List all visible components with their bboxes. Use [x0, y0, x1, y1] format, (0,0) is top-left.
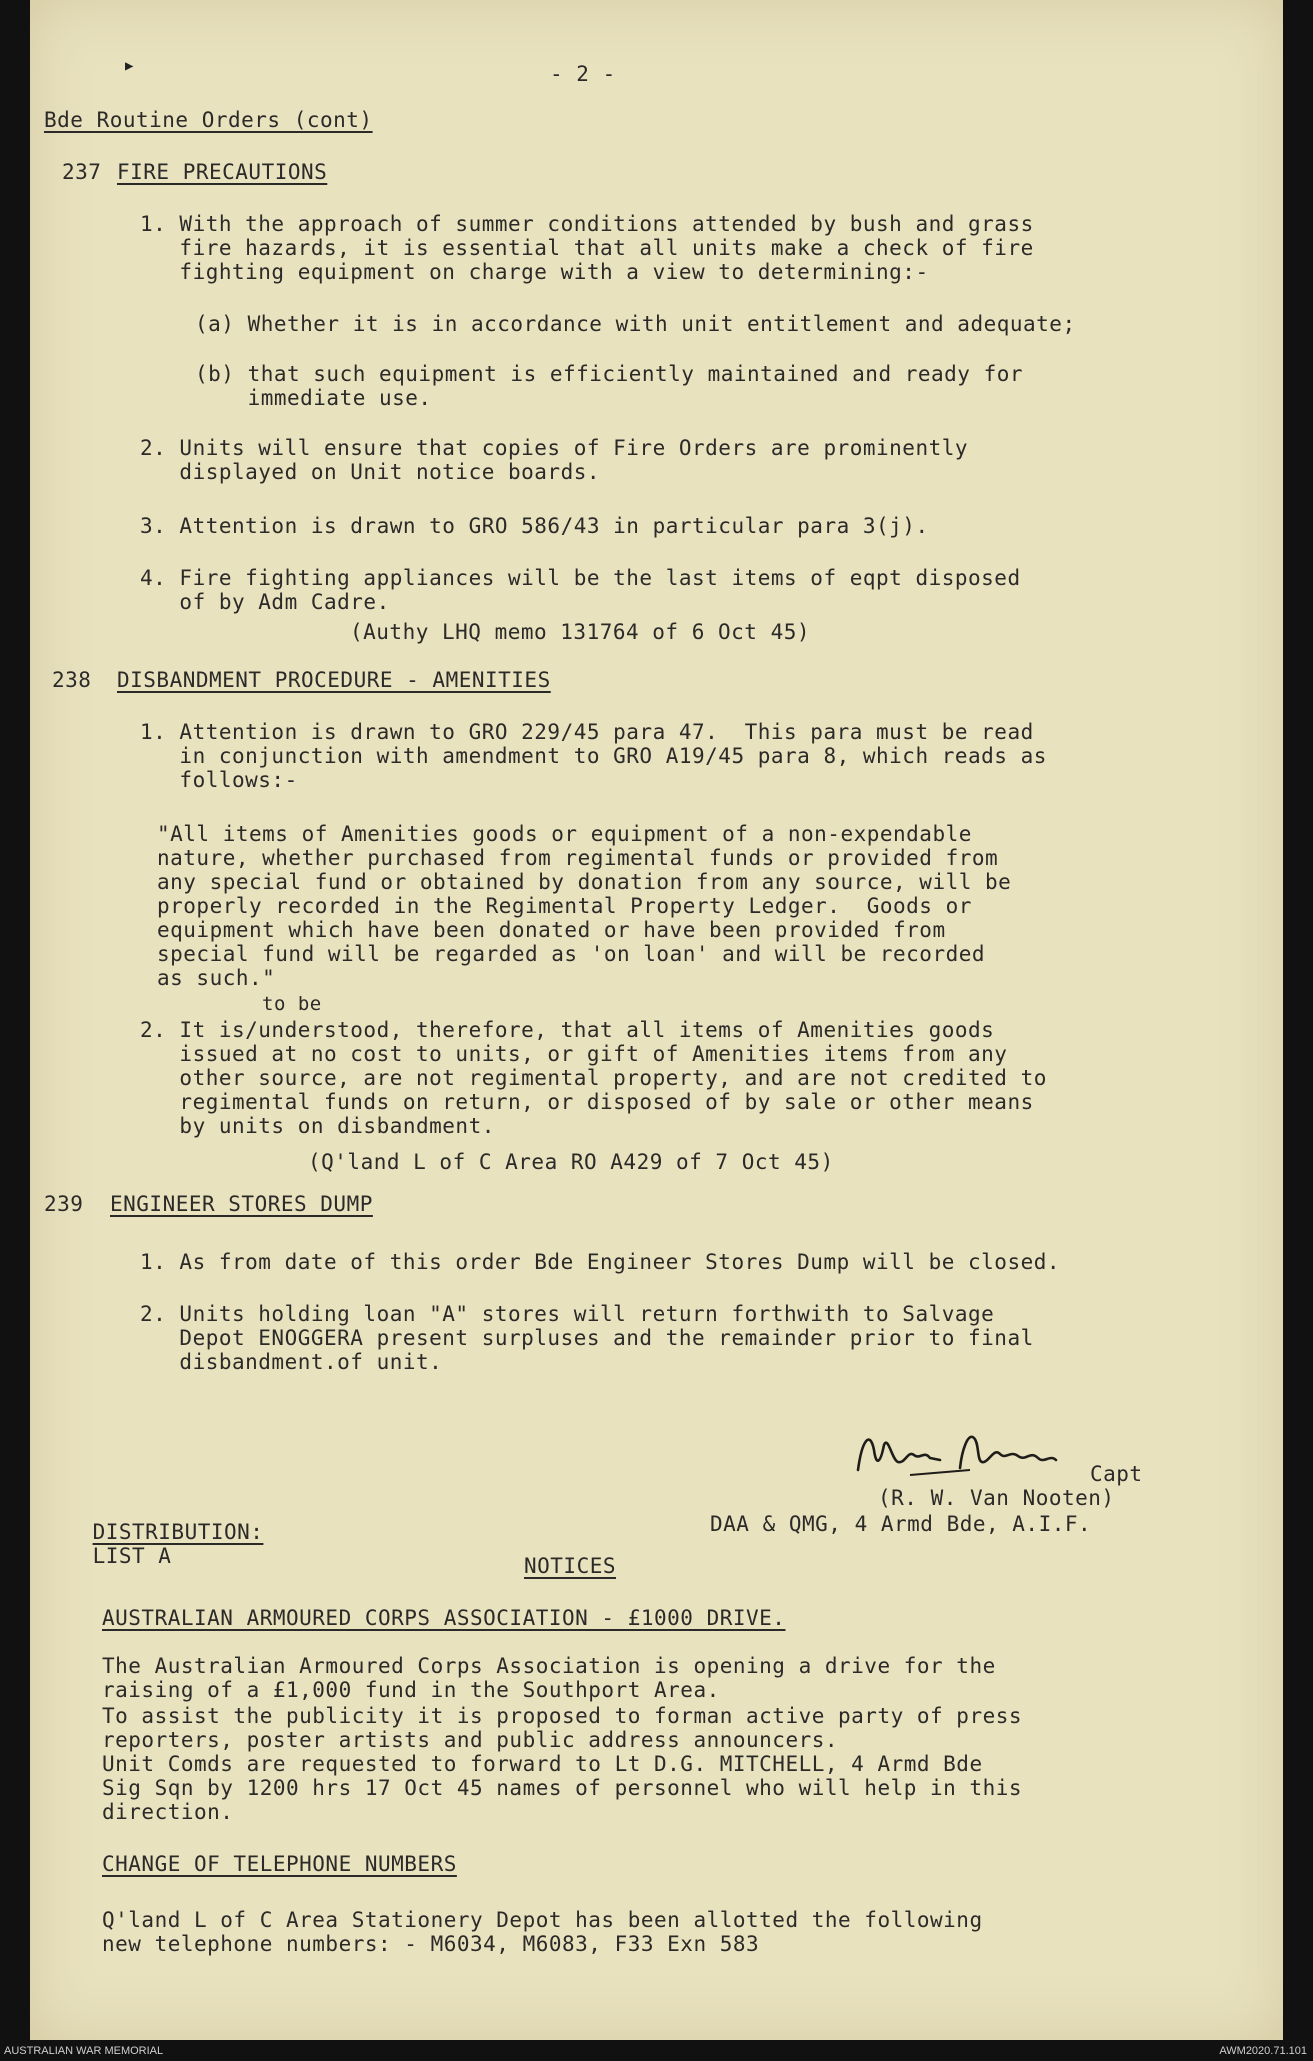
page-heading: Bde Routine Orders (cont): [44, 108, 373, 132]
sec238-quote-line: "All items of Amenities goods or equipment of a non-expendable: [157, 822, 972, 846]
sec238-quote-line: special fund will be regarded as 'on loan' and will be recorded: [157, 942, 986, 966]
sec238-p2-line: by units on disbandment.: [140, 1114, 495, 1138]
sec238-p2-line: issued at no cost to units, or gift of Amenities items from any: [140, 1042, 1008, 1066]
sec238-p2-line: regimental funds on return, or disposed of by sale or other means: [140, 1090, 1034, 1114]
sec237-p4-line: 4. Fire fighting appliances will be the last items of eqpt disposed: [140, 566, 1021, 590]
footer-accession: AWM2020.71.101: [1219, 2045, 1307, 2057]
sec237-p1b-line: immediate use.: [195, 386, 432, 410]
sec239-p2-line: disbandment.of unit.: [140, 1350, 443, 1374]
section-239-title: ENGINEER STORES DUMP: [110, 1192, 373, 1216]
notices-heading: NOTICES: [524, 1554, 617, 1578]
telephone-body-line: Q'land L of C Area Stationery Depot has been allotted the following: [102, 1908, 983, 1932]
sec238-quote-line: nature, whether purchased from regimental funds or provided from: [157, 846, 999, 870]
section-238-number: 238: [52, 668, 92, 692]
sec237-p4-line: of by Adm Cadre.: [140, 590, 390, 614]
sec238-authority: (Q'land L of C Area RO A429 of 7 Oct 45): [308, 1150, 834, 1174]
sec237-p1-line: fire hazards, it is essential that all units make a check of fire: [140, 236, 1034, 260]
section-237-number: 237: [62, 160, 102, 184]
sec238-p1-line: follows:-: [140, 768, 298, 792]
distribution-value: LIST A: [92, 1544, 172, 1568]
sec238-quote-line: as such.": [157, 966, 276, 990]
sec238-quote-line: properly recorded in the Regimental Property Ledger. Goods or: [157, 894, 972, 918]
sec238-p2-line: other source, are not regimental property, and are not credited to: [140, 1066, 1047, 1090]
telephone-body-line: new telephone numbers: - M6034, M6083, F33 Exn 583: [102, 1932, 760, 1956]
sec237-p2-line: displayed on Unit notice boards.: [140, 460, 601, 484]
sec237-p1-line: fighting equipment on charge with a view to determining:-: [140, 260, 929, 284]
section-239-number: 239: [44, 1192, 84, 1216]
page-number: - 2 -: [550, 62, 616, 86]
sec237-p2-line: 2. Units will ensure that copies of Fire Orders are prominently: [140, 436, 969, 460]
signature-name: (R. W. Van Nooten): [878, 1486, 1115, 1510]
document-page: [30, 0, 1283, 2040]
aac-body-line: To assist the publicity it is proposed to forman active party of press: [102, 1704, 1023, 1728]
section-237-title: FIRE PRECAUTIONS: [117, 160, 328, 184]
aac-body-line: Unit Comds are requested to forward to Lt D.G. MITCHELL, 4 Armd Bde: [102, 1752, 983, 1776]
telephone-title: CHANGE OF TELEPHONE NUMBERS: [102, 1852, 457, 1876]
distribution-label: DISTRIBUTION:: [92, 1520, 264, 1544]
aac-body-line: The Australian Armoured Corps Association is opening a drive for the: [102, 1654, 996, 1678]
sec238-p1-line: 1. Attention is drawn to GRO 229/45 para 47. This para must be read: [140, 720, 1034, 744]
handwritten-insert: to be: [262, 993, 322, 1015]
sec237-p1a: (a) Whether it is in accordance with unit entitlement and adequate;: [195, 312, 1076, 336]
sec237-p1-line: 1. With the approach of summer conditions attended by bush and grass: [140, 212, 1034, 236]
sec239-p2-line: 2. Units holding loan "A" stores will return forthwith to Salvage: [140, 1302, 995, 1326]
aac-body-line: raising of a £1,000 fund in the Southport Area.: [102, 1678, 720, 1702]
sec238-quote-line: equipment which have been donated or have been provided from: [157, 918, 946, 942]
signature-rank: Capt: [1090, 1462, 1143, 1486]
signature-appointment: DAA & QMG, 4 Armd Bde, A.I.F.: [710, 1512, 1092, 1536]
punch-mark-icon: ▶: [125, 58, 134, 74]
sec239-p2-line: Depot ENOGGERA present surpluses and the remainder prior to final: [140, 1326, 1034, 1350]
sec238-p1-line: in conjunction with amendment to GRO A19/45 para 8, which reads as: [140, 744, 1047, 768]
sec237-authority: (Authy LHQ memo 131764 of 6 Oct 45): [350, 620, 811, 644]
sec237-p1b-line: (b) that such equipment is efficiently maintained and ready for: [195, 362, 1024, 386]
footer-source: AUSTRALIAN WAR MEMORIAL: [4, 2045, 164, 2057]
aac-body-line: direction.: [102, 1800, 234, 1824]
aac-title: AUSTRALIAN ARMOURED CORPS ASSOCIATION - £1000 DRIVE.: [102, 1606, 786, 1630]
aac-body-line: reporters, poster artists and public address announcers.: [102, 1728, 839, 1752]
section-238-title: DISBANDMENT PROCEDURE - AMENITIES: [117, 668, 551, 692]
sec238-quote-line: any special fund or obtained by donation from any source, will be: [157, 870, 1012, 894]
handwritten-signature: [850, 1420, 1110, 1490]
sec239-p1: 1. As from date of this order Bde Engineer Stores Dump will be closed.: [140, 1250, 1061, 1274]
sec237-p3: 3. Attention is drawn to GRO 586/43 in particular para 3(j).: [140, 514, 929, 538]
aac-body-line: Sig Sqn by 1200 hrs 17 Oct 45 names of personnel who will help in this: [102, 1776, 1023, 1800]
distribution: [40, 1496, 263, 1592]
sec238-p2-line: 2. It is/understood, therefore, that all items of Amenities goods: [140, 1018, 995, 1042]
